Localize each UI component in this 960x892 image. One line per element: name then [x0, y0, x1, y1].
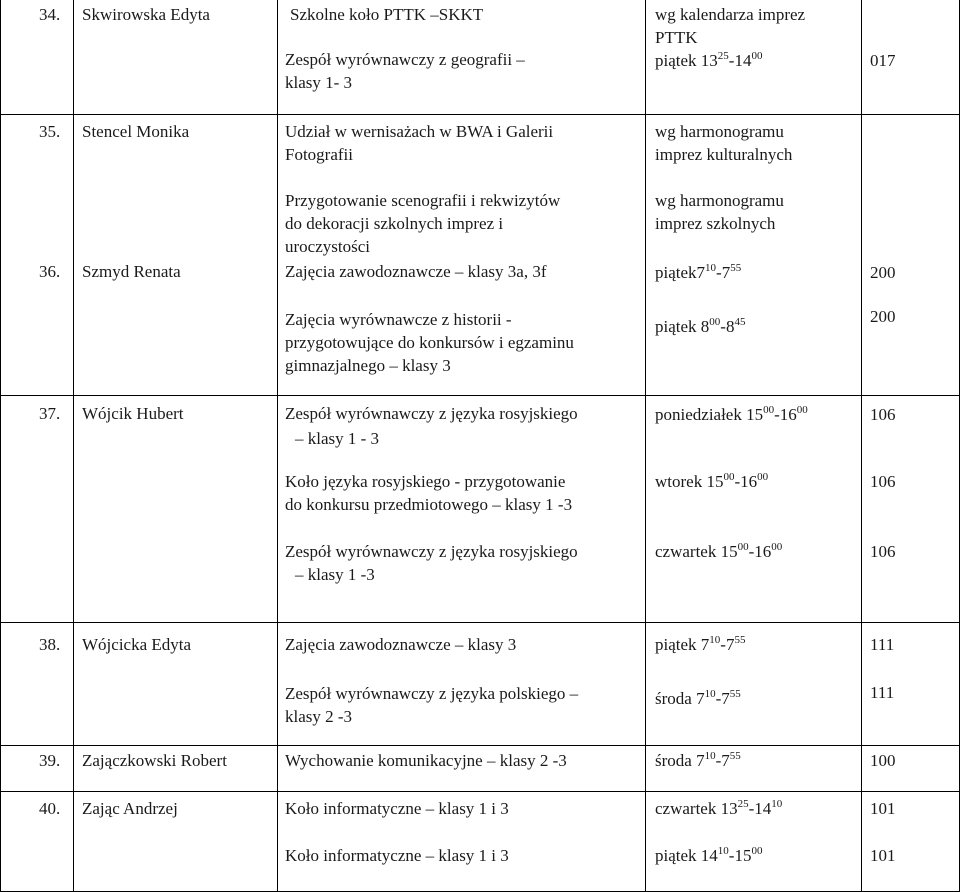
teacher-name: Szmyd Renata — [82, 262, 181, 281]
activity-text: uroczystości — [285, 237, 370, 256]
schedule-time: poniedziałek $15^{00}-16^{00}$ — [655, 404, 808, 424]
row-number: 36. — [39, 262, 61, 281]
row-number: 37. — [39, 404, 61, 423]
schedule-time: $piątek7^{10}-7^{55}$ — [655, 262, 742, 282]
schedule-text: imprez kulturalnych — [655, 145, 793, 164]
column-divider — [73, 0, 74, 892]
row-divider — [0, 622, 960, 623]
column-divider — [645, 0, 646, 892]
schedule-time: czwartek $15^{00}-16^{00}$ — [655, 541, 783, 561]
activity-text: Zespół wyrównawczy z języka polskiego – — [285, 684, 579, 703]
schedule-text: PTTK — [655, 28, 698, 47]
row-number: 34. — [39, 5, 61, 24]
activity-text: Koło informatyczne – klasy 1 i 3 — [285, 846, 509, 865]
teacher-name: Skwirowska Edyta — [82, 5, 210, 24]
activity-text: Wychowanie komunikacyjne – klasy 2 -3 — [285, 751, 567, 770]
room-number: 106 — [870, 405, 896, 424]
column-divider — [861, 0, 862, 892]
row-number: 40. — [39, 799, 61, 818]
column-divider — [277, 0, 278, 892]
room-number: 111 — [870, 635, 895, 654]
activity-text: Zespół wyrównawczy z geografii – — [285, 50, 525, 69]
room-number: 200 — [870, 307, 896, 326]
activity-text: Przygotowanie scenografii i rekwizytów — [285, 191, 561, 210]
row-number: 38. — [39, 635, 61, 654]
activity-text: przygotowujące do konkursów i egzaminu — [285, 333, 574, 352]
room-number: 101 — [870, 846, 896, 865]
activity-text: Koło języka rosyjskiego - przygotowanie — [285, 472, 566, 491]
row-divider — [0, 745, 960, 746]
room-number: 106 — [870, 542, 896, 561]
activity-text: – klasy 1 - 3 — [295, 429, 380, 448]
room-number: 111 — [870, 683, 895, 702]
table-border-left — [0, 0, 1, 892]
activity-text: do dekoracji szkolnych imprez i — [285, 214, 504, 233]
room-number: 200 — [870, 263, 896, 282]
activity-text: – klasy 1 -3 — [295, 565, 375, 584]
schedule-time: środa $7^{10}-7^{55}$ — [655, 750, 741, 770]
room-number: 101 — [870, 799, 896, 818]
activity-text: klasy 1- 3 — [285, 73, 353, 92]
activity-text: Fotografii — [285, 145, 353, 164]
row-number: 39. — [39, 751, 61, 770]
teacher-name: Stencel Monika — [82, 122, 190, 141]
room-number: 106 — [870, 472, 896, 491]
activity-text: Zajęcia zawodoznawcze – klasy 3 — [285, 635, 517, 654]
schedule-text: wg harmonogramu — [655, 122, 784, 141]
activity-text: Zajęcia zawodoznawcze – klasy 3a, 3f — [285, 262, 547, 281]
schedule-text: wg kalendarza imprez — [655, 5, 806, 24]
teacher-name: Zajączkowski Robert — [82, 751, 227, 770]
teacher-name: Wójcik Hubert — [82, 404, 184, 423]
schedule-time: środa $7^{10}-7^{55}$ — [655, 688, 741, 708]
schedule-text: wg harmonogramu — [655, 191, 784, 210]
schedule-time: czwartek $13^{25}-14^{10}$ — [655, 798, 783, 818]
row-divider — [0, 395, 960, 396]
schedule-time: piątek $13^{25}-14^{00}$ — [655, 50, 763, 70]
activity-text: Koło informatyczne – klasy 1 i 3 — [285, 799, 509, 818]
row-divider — [0, 114, 960, 115]
teacher-name: Zając Andrzej — [82, 799, 178, 818]
teacher-name: Wójcicka Edyta — [82, 635, 192, 654]
activity-text: Zajęcia wyrównawcze z historii - — [285, 310, 512, 329]
row-number: 35. — [39, 122, 61, 141]
room-number: 017 — [870, 51, 896, 70]
row-divider — [0, 791, 960, 792]
schedule-time: piątek $14^{10}-15^{00}$ — [655, 845, 763, 865]
activity-text: Szkolne koło PTTK –SKKT — [290, 5, 484, 24]
schedule-text: imprez szkolnych — [655, 214, 776, 233]
room-number: 100 — [870, 751, 896, 770]
schedule-time: wtorek $15^{00}-16^{00}$ — [655, 471, 769, 491]
schedule-time: piątek $7^{10}-7^{55}$ — [655, 634, 746, 654]
activity-text: klasy 2 -3 — [285, 707, 353, 726]
activity-text: do konkursu przedmiotowego – klasy 1 -3 — [285, 495, 573, 514]
activity-text: Zespół wyrównawczy z języka rosyjskiego — [285, 542, 578, 561]
activity-text: gimnazjalnego – klasy 3 — [285, 356, 451, 375]
activity-text: Zespół wyrównawczy z języka rosyjskiego — [285, 404, 578, 423]
schedule-time: piątek $8^{00}-8^{45}$ — [655, 316, 746, 336]
activity-text: Udział w wernisażach w BWA i Galerii — [285, 122, 554, 141]
